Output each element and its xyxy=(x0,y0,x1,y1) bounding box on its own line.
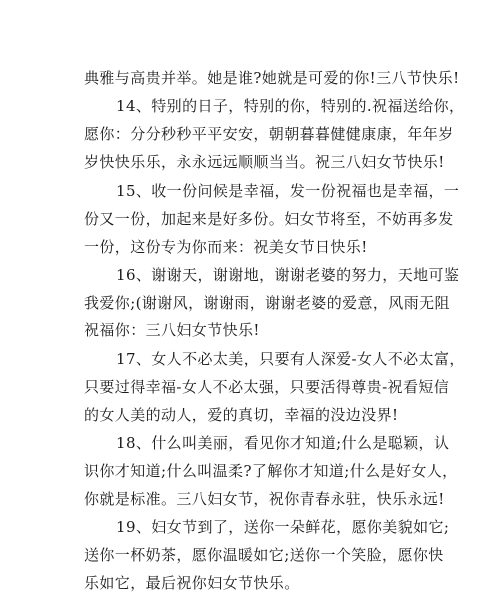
text-line: 一份，这份专为你而来：祝美女节日快乐! xyxy=(84,238,368,256)
text-line: 14、特别的日子，特别的你，特别的.祝福送给你， xyxy=(116,97,465,115)
text-line: 份又一份，加起来是好多份。妇女节将至，不妨再多发 xyxy=(84,210,454,228)
text-line: 你就是标准。三八妇女节，祝你青春永驻，快乐永远! xyxy=(84,490,445,508)
text-line: 我爱你;(谢谢风，谢谢雨，谢谢老婆的爱意，风雨无阻 xyxy=(84,294,450,312)
text-line: 岁快快乐乐，永永远远顺顺当当。祝三八妇女节快乐! xyxy=(84,153,445,171)
text-line: 愿你：分分秒秒平平安安，朝朝暮暮健健康康，年年岁 xyxy=(84,125,454,143)
text-line: 乐如它，最后祝你妇女节快乐。 xyxy=(84,574,300,592)
text-line: 16、谢谢天，谢谢地，谢谢老婆的努力，天地可鉴 xyxy=(116,266,460,284)
text-line: 典雅与高贵并举。她是谁?她就是可爱的你!三八节快乐! xyxy=(84,69,460,87)
text-line: 送你一杯奶茶，愿你温暖如它;送你一个笑脸，愿你快 xyxy=(84,546,444,564)
text-line: 19、妇女节到了，送你一朵鲜花，愿你美貌如它; xyxy=(116,518,450,536)
text-line: 18、什么叫美丽，看见你才知道;什么是聪颖，认 xyxy=(116,434,450,452)
text-line: 只要过得幸福-女人不必太强，只要活得尊贵-祝看短信 xyxy=(84,378,450,396)
text-line: 识你才知道;什么叫温柔?了解你才知道;什么是好女人， xyxy=(84,462,458,480)
text-line: 17、女人不必太美，只要有人深爱-女人不必太富， xyxy=(116,350,465,368)
text-line: 的女人美的动人，爱的真切，幸福的没边没界! xyxy=(84,406,399,424)
text-line: 15、收一份问候是幸福，发一份祝福也是幸福，一 xyxy=(116,182,460,200)
text-line: 祝福你：三八妇女节快乐! xyxy=(84,321,260,339)
